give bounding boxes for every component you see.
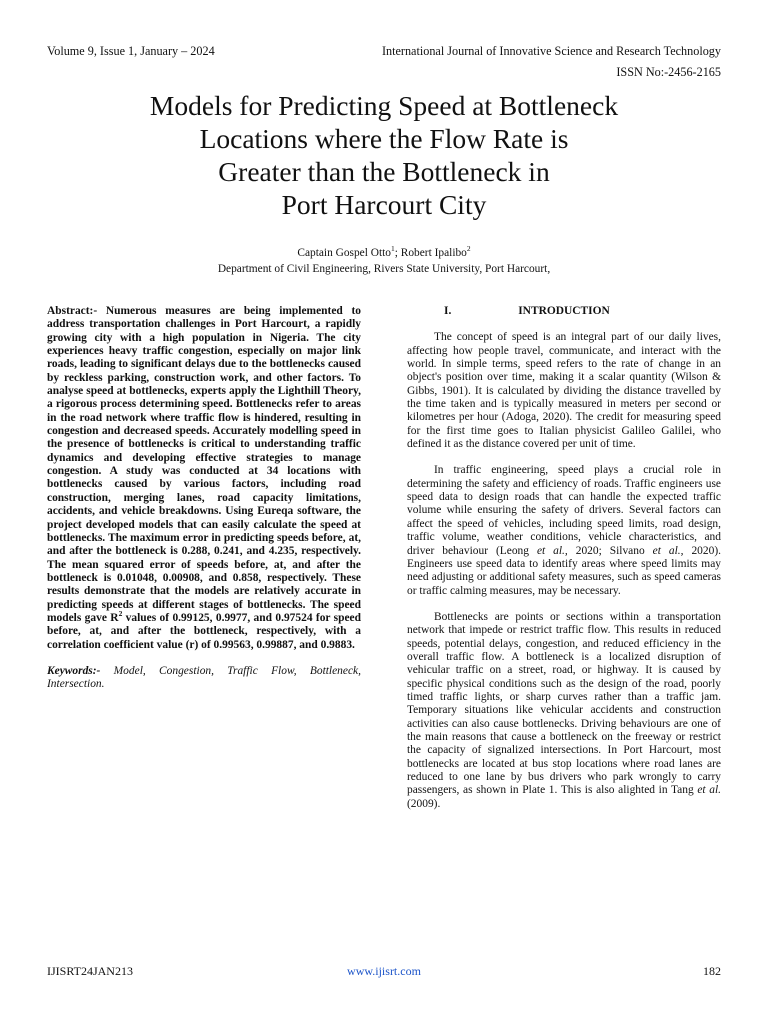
author-affiliation: Department of Civil Engineering, Rivers State University, Port Harcourt, bbox=[217, 263, 551, 275]
body-paragraph bbox=[407, 611, 721, 811]
abstract bbox=[47, 305, 361, 652]
author-list bbox=[0, 244, 768, 259]
right-column bbox=[407, 305, 721, 824]
author-affiliation-mark: 2 bbox=[466, 244, 471, 254]
footer-paper-code: IJISRT24JAN213 bbox=[47, 964, 133, 978]
body-text-italic: et al., bbox=[652, 544, 684, 557]
section-number: I. bbox=[444, 305, 452, 317]
keywords-text: Model, Congestion, Traffic Flow, Bottleneck, Intersection. bbox=[47, 664, 361, 691]
section-title: INTRODUCTION bbox=[518, 305, 610, 317]
author-name: Captain Gospel Otto bbox=[297, 247, 391, 259]
running-header-issn: ISSN No:-2456-2165 bbox=[616, 65, 721, 79]
keywords-label: Keywords:- bbox=[47, 664, 101, 677]
author-separator: ; bbox=[394, 247, 401, 259]
title-line: Port Harcourt City bbox=[281, 189, 487, 220]
body-text: (2009). bbox=[407, 797, 441, 810]
title-line: Models for Predicting Speed at Bottleneck bbox=[149, 90, 619, 121]
title-line: Locations where the Flow Rate is bbox=[199, 123, 569, 154]
running-header-volume: Volume 9, Issue 1, January – 2024 bbox=[47, 44, 215, 58]
paper-title bbox=[60, 89, 708, 221]
author-affiliation-mark: 1 bbox=[391, 244, 395, 254]
running-header-journal: International Journal of Innovative Science and Research Technology bbox=[381, 44, 721, 58]
title-line: Greater than the Bottleneck in bbox=[218, 156, 550, 187]
left-column bbox=[47, 305, 361, 692]
body-text: Bottlenecks are points or sections within a transportation network that impede or restrict traffic flow. This results in reduced speeds, potential delays, congestion, and reduced efficiency in the overall traffic flow. A bottleneck is a localized disruption of vehicular traffic on a street, road, or highway. It is caused by specific physical conditions such as the design of the road, poorly timed traffic lights, or sharp curves rather than a traffic jam. Temporary situations like vehicular accidents and construction activities can also cause bottlenecks. Driving behaviours are one of the main reasons that cause a bottleneck on the freeway or restrict the capacity of signalized intersections. In Port Harcourt, most bottlenecks are located at bus stop locations where road lanes are reduced to one lane by bus drivers who park wrongly to carry passengers, as shown in Plate 1. This is also alighted in Tang bbox=[407, 610, 721, 797]
body-paragraph: The concept of speed is an integral part of our daily lives, affecting how people travel, communicate, and interact with the world. In simple terms, speed refers to the rate of change in an object's position over time, making it a scalar quantity (Wilson & Gibbs, 1901). It is calculated by dividing the distance travelled by the time taken and is typically measured in meters per second or kilometres per hour (Adoga, 2020). The credit for measuring speed for the first time goes to Italian physicist Galileo Galilei, who defined it as the distance covered per unit of time. bbox=[407, 331, 721, 451]
body-text-italic: et al. bbox=[697, 784, 722, 797]
footer-url-link[interactable]: www.ijisrt.com bbox=[347, 964, 421, 978]
abstract-text: Abstract:- Numerous measures are being implemented to address transportation challenges in Port Harcourt, a rapidly growing city with a high population in Nigeria. The city experiences heavy traffic congestion, especially on major link roads, leading to significant delays due to the bottlenecks caused by reckless parking, construction work, and other factors. To analyse speed at bottlenecks, experts apply the Lighthill Theory, a rigorous process determining speed. Bottlenecks refer to areas in the road network where traffic flow is hindered, resulting in congestion and decreased speeds. Accurately modelling speed in the presence of bottlenecks is critical to understanding traffic dynamics and developing effective strategies to manage congestion. A study was conducted at 34 locations with bottlenecks caused by various factors, including road construction, merging lanes, road capacity limitations, accidents, and vehicle breakdowns. Using Eureqa software, the project developed models that can easily calculate the speed at bottlenecks. The maximum error in predicting speeds before, at, and after the bottleneck is 0.288, 0.241, and 4.235, respectively. The mean squared error of speeds before, at, and after the bottleneck is 0.01048, 0.00908, and 0.858, respectively. These results demonstrate that the models are relatively accurate in predicting speeds at different stages of bottlenecks. The speed models gave R bbox=[47, 305, 361, 624]
author-name: Robert Ipalibo bbox=[400, 247, 467, 259]
keywords bbox=[47, 665, 361, 692]
abstract-text-continued: values of 0.99125, 0.9977, and 0.97524 for speed before, at, and after the bottleneck, respectively, with a correlation coefficient value (r) of 0.99563, 0.99887, and 0.9883. bbox=[47, 611, 361, 651]
abstract-superscript: 2 bbox=[118, 609, 123, 619]
body-text: 2020). Engineers use speed data to identify areas where speed limits may need adjusting or additional safety measures, such as speed cameras or traffic calming measures, may be necessary. bbox=[407, 544, 721, 597]
body-paragraph bbox=[407, 464, 721, 597]
body-text: 2020; Silvano bbox=[567, 544, 653, 557]
footer-page-number: 182 bbox=[703, 964, 721, 978]
body-text: In traffic engineering, speed plays a crucial role in determining the safety and efficiency of roads. Traffic engineers use speed data to design roads that can handle the expected traffic volume while ensuring the safety of drivers. Several factors can affect the speed of vehicles, including speed limits, road design, traffic volume, weather conditions, vehicle characteristics, and driver behaviour (Leong bbox=[407, 464, 721, 557]
section-heading bbox=[407, 305, 721, 318]
body-text-italic: et al., bbox=[536, 544, 568, 557]
